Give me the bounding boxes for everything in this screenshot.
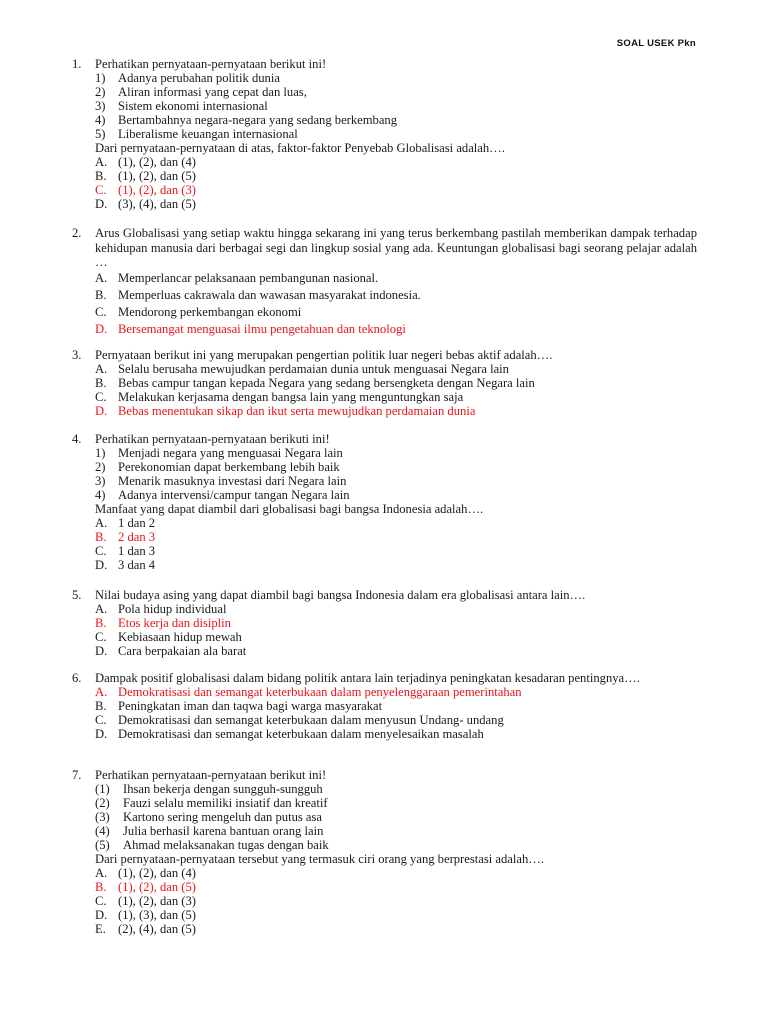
- answer-option: [95, 544, 697, 558]
- answer-option: [95, 390, 697, 404]
- statement-item: [95, 71, 697, 85]
- question-number: 4.: [72, 432, 82, 446]
- option-text: Bebas campur tangan kepada Negara yang sedang bersengketa dengan Negara lain: [118, 376, 535, 390]
- statement-label: (3): [95, 810, 110, 824]
- answer-option: [95, 169, 697, 183]
- option-label: C.: [95, 183, 107, 197]
- question-number: 6.: [72, 671, 82, 685]
- question-1: [72, 57, 697, 211]
- answer-option: [95, 699, 697, 713]
- option-label: D.: [95, 908, 108, 922]
- question-number: 2.: [72, 226, 82, 240]
- option-label: A.: [95, 362, 108, 376]
- option-text: Bebas menentukan sikap dan ikut serta mewujudkan perdamaian dunia: [118, 404, 476, 418]
- statement-text: Ahmad melaksanakan tugas dengan baik: [123, 838, 329, 852]
- question-stem: [72, 226, 697, 270]
- statement-label: (2): [95, 796, 110, 810]
- statement-item: [95, 113, 697, 127]
- option-text: Memperlancar pelaksanaan pembangunan nasional.: [118, 270, 379, 285]
- question-text: Pernyataan berikut ini yang merupakan pengertian politik luar negeri bebas aktif adalah….: [95, 348, 553, 362]
- statement-text: Menarik masuknya investasi dari Negara lain: [118, 474, 347, 488]
- statement-text: Fauzi selalu memiliki insiatif dan kreatif: [123, 796, 328, 810]
- answer-option: [95, 866, 697, 880]
- answer-option: [95, 270, 697, 287]
- question-text: Perhatikan pernyataan-pernyataan berikut ini!: [95, 57, 327, 71]
- answer-option: [95, 558, 697, 572]
- option-label: D.: [95, 404, 108, 418]
- statement-item: [95, 810, 697, 824]
- answer-option: [95, 287, 697, 304]
- question-2: [72, 226, 697, 338]
- option-label: A.: [95, 155, 108, 169]
- statement-item: [95, 446, 697, 460]
- statement-label: 2): [95, 460, 106, 474]
- option-label: C.: [95, 390, 107, 404]
- option-text: (1), (2), dan (3): [118, 894, 196, 908]
- statement-label: 3): [95, 99, 106, 113]
- option-label: C.: [95, 713, 107, 727]
- question-text: Perhatikan pernyataan-pernyataan berikuti ini!: [95, 432, 330, 446]
- statement-label: 4): [95, 113, 106, 127]
- answer-option-correct: [95, 321, 697, 338]
- question-stem: [72, 588, 697, 602]
- option-label: D.: [95, 321, 108, 336]
- option-text: Pola hidup individual: [118, 602, 227, 616]
- statement-label: 1): [95, 446, 106, 460]
- question-stem: [72, 768, 697, 782]
- statement-item: [95, 782, 697, 796]
- option-label: A.: [95, 602, 108, 616]
- option-text: Melakukan kerjasama dengan bangsa lain yang menguntungkan saja: [118, 390, 464, 404]
- statement-label: (1): [95, 782, 110, 796]
- statement-text: Kartono sering mengeluh dan putus asa: [123, 810, 323, 824]
- question-3: [72, 348, 697, 418]
- question-stem: [72, 348, 697, 362]
- option-text: (1), (2), dan (4): [118, 155, 196, 169]
- question-text: Arus Globalisasi yang setiap waktu hingga sekarang ini yang terus berkembang pastilah memberikan dampak terhadap kehidupan manusia dari berbagai segi dan lingkup sosial yang ada. Keuntungan globalisasi bagi seorang pelajar adalah …: [95, 226, 697, 269]
- option-text: Bersemangat menguasai ilmu pengetahuan dan teknologi: [118, 321, 406, 336]
- option-label: D.: [95, 644, 108, 658]
- answer-option: [95, 727, 697, 741]
- option-text: Selalu berusaha mewujudkan perdamaian dunia untuk menguasai Negara lain: [118, 362, 509, 376]
- question-text: Nilai budaya asing yang dapat diambil bagi bangsa Indonesia dalam era globalisasi antara lain….: [95, 588, 586, 602]
- answer-option: [95, 155, 697, 169]
- answer-option: [95, 713, 697, 727]
- answer-option: [95, 922, 697, 936]
- statement-text: Sistem ekonomi internasional: [118, 99, 268, 113]
- answer-option-correct: [95, 183, 697, 197]
- statement-label: 5): [95, 127, 106, 141]
- answer-option: [95, 602, 697, 616]
- statement-label: (4): [95, 824, 110, 838]
- answer-option: [95, 644, 697, 658]
- statement-text: Aliran informasi yang cepat dan luas,: [118, 85, 307, 99]
- statement-item: [95, 796, 697, 810]
- question-number: 5.: [72, 588, 82, 602]
- option-label: C.: [95, 544, 107, 558]
- question-number: 1.: [72, 57, 82, 71]
- question-stem: [72, 432, 697, 446]
- option-label: B.: [95, 880, 107, 894]
- statement-text: Perekonomian dapat berkembang lebih baik: [118, 460, 340, 474]
- option-text: Kebiasaan hidup mewah: [118, 630, 242, 644]
- option-text: 3 dan 4: [118, 558, 156, 572]
- answer-option-correct: [95, 880, 697, 894]
- statement-text: Ihsan bekerja dengan sungguh-sungguh: [123, 782, 323, 796]
- statement-item: [95, 824, 697, 838]
- question-prompt: Manfaat yang dapat diambil dari globalisasi bagi bangsa Indonesia adalah….: [95, 502, 484, 516]
- option-text: (2), (4), dan (5): [118, 922, 196, 936]
- answer-option: [95, 630, 697, 644]
- statement-text: Menjadi negara yang menguasai Negara lain: [118, 446, 343, 460]
- answer-option: [95, 908, 697, 922]
- statement-label: (5): [95, 838, 110, 852]
- option-text: 1 dan 2: [118, 516, 156, 530]
- option-text: 2 dan 3: [118, 530, 156, 544]
- option-text: Demokratisasi dan semangat keterbukaan dalam penyelenggaraan pemerintahan: [118, 685, 522, 699]
- option-label: C.: [95, 894, 107, 908]
- answer-option-correct: [95, 530, 697, 544]
- statement-item: [95, 99, 697, 113]
- option-label: D.: [95, 197, 108, 211]
- answer-option: [95, 894, 697, 908]
- question-prompt: Dari pernyataan-pernyataan tersebut yang termasuk ciri orang yang berprestasi adalah….: [95, 852, 544, 866]
- answer-option: [95, 197, 697, 211]
- question-text: Dampak positif globalisasi dalam bidang politik antara lain terjadinya peningkatan kesadaran pentingnya….: [95, 671, 640, 685]
- statement-text: Julia berhasil karena bantuan orang lain: [123, 824, 324, 838]
- question-7: [72, 768, 697, 936]
- question-prompt: Dari pernyataan-pernyataan di atas, faktor-faktor Penyebab Globalisasi adalah….: [95, 141, 505, 155]
- option-label: D.: [95, 727, 108, 741]
- answer-option: [95, 362, 697, 376]
- option-text: (1), (2), dan (3): [118, 183, 196, 197]
- option-text: Demokratisasi dan semangat keterbukaan dalam menyelesaikan masalah: [118, 727, 484, 741]
- option-label: C.: [95, 304, 107, 319]
- option-text: Cara berpakaian ala barat: [118, 644, 247, 658]
- statement-item: [95, 460, 697, 474]
- statement-item: [95, 488, 697, 502]
- statement-label: 3): [95, 474, 106, 488]
- option-text: Etos kerja dan disiplin: [118, 616, 231, 630]
- statement-label: 1): [95, 71, 106, 85]
- option-text: Mendorong perkembangan ekonomi: [118, 304, 302, 319]
- statement-item: [95, 127, 697, 141]
- question-number: 7.: [72, 768, 82, 782]
- question-stem: [72, 671, 697, 685]
- option-label: B.: [95, 287, 107, 302]
- question-number: 3.: [72, 348, 82, 362]
- statement-label: 4): [95, 488, 106, 502]
- statement-text: Adanya perubahan politik dunia: [118, 71, 280, 85]
- answer-option: [95, 376, 697, 390]
- option-label: B.: [95, 530, 107, 544]
- question-5: [72, 588, 697, 658]
- option-label: E.: [95, 922, 106, 936]
- statement-text: Adanya intervensi/campur tangan Negara lain: [118, 488, 350, 502]
- option-text: (1), (2), dan (4): [118, 866, 196, 880]
- question-stem: [72, 57, 697, 71]
- statement-text: Bertambahnya negara-negara yang sedang berkembang: [118, 113, 398, 127]
- option-text: (1), (2), dan (5): [118, 880, 196, 894]
- option-label: A.: [95, 685, 108, 699]
- option-text: Demokratisasi dan semangat keterbukaan dalam menyusun Undang- undang: [118, 713, 504, 727]
- option-label: D.: [95, 558, 108, 572]
- option-label: B.: [95, 376, 107, 390]
- option-text: (1), (3), dan (5): [118, 908, 196, 922]
- answer-option-correct: [95, 404, 697, 418]
- option-text: 1 dan 3: [118, 544, 156, 558]
- option-text: Peningkatan iman dan taqwa bagi warga masyarakat: [118, 699, 383, 713]
- document-header: SOAL USEK Pkn: [616, 38, 696, 49]
- option-label: A.: [95, 270, 108, 285]
- statement-item: [95, 474, 697, 488]
- statement-label: 2): [95, 85, 106, 99]
- answer-option-correct: [95, 685, 697, 699]
- option-label: C.: [95, 630, 107, 644]
- answer-option: [95, 516, 697, 530]
- answer-option: [95, 304, 697, 321]
- option-label: B.: [95, 616, 107, 630]
- option-label: A.: [95, 866, 108, 880]
- question-6: [72, 671, 697, 741]
- option-text: (3), (4), dan (5): [118, 197, 196, 211]
- statement-item: [95, 85, 697, 99]
- option-label: A.: [95, 516, 108, 530]
- statement-item: [95, 838, 697, 852]
- question-text: Perhatikan pernyataan-pernyataan berikut ini!: [95, 768, 327, 782]
- statement-text: Liberalisme keuangan internasional: [118, 127, 298, 141]
- option-label: B.: [95, 699, 107, 713]
- answer-option-correct: [95, 616, 697, 630]
- option-label: B.: [95, 169, 107, 183]
- option-text: (1), (2), dan (5): [118, 169, 196, 183]
- option-text: Memperluas cakrawala dan wawasan masyarakat indonesia.: [118, 287, 421, 302]
- question-4: [72, 432, 697, 572]
